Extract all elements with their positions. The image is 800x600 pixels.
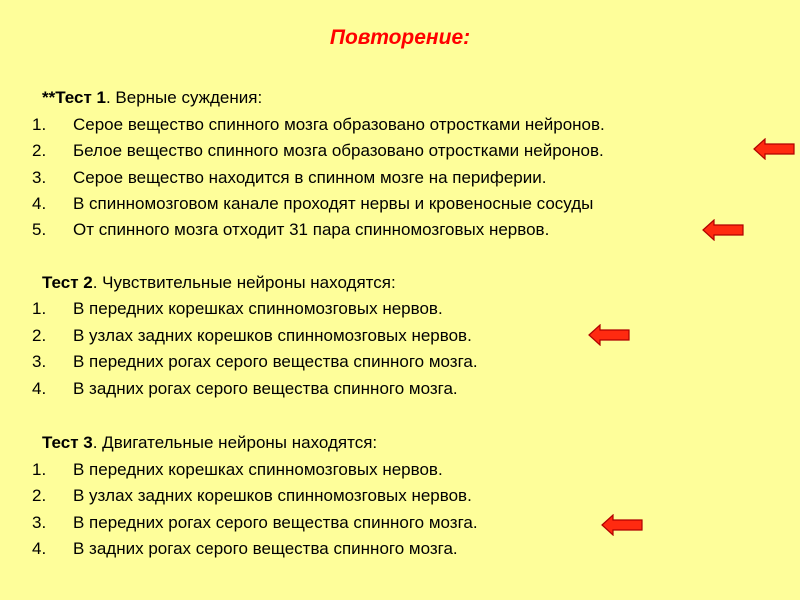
item-text: Серое вещество находится в спинном мозге на периферии. [73,168,547,187]
item-number: 3. [32,513,47,532]
item-number: 4. [32,539,47,558]
test-1-question: . Верные суждения: [105,88,263,107]
item-text: В передних корешках спинномозговых нервов. [73,460,443,479]
item-number: 5. [32,220,47,239]
item-number: 1. [32,115,47,134]
item-number: 2. [32,326,47,345]
test-2-heading [42,273,396,293]
item-number: 2. [32,141,47,160]
item-text: От спинного мозга отходит 31 пара спинномозговых нервов. [73,220,550,239]
item-text: Серое вещество спинного мозга образовано отростками нейронов. [73,115,605,134]
item-number: 4. [32,379,47,398]
left-arrow-icon [601,514,643,536]
test-3-name: Тест 3 [42,433,93,452]
item-number: 1. [32,299,47,318]
item-number: 4. [32,194,47,213]
slide-title: Повторение: [329,26,471,49]
test-1-prefix: ** [42,88,56,107]
item-text: В передних корешках спинномозговых нервов. [73,299,443,318]
item-number: 1. [32,460,47,479]
item-text: В передних рогах серого вещества спинного мозга. [73,352,478,371]
item-text: В передних рогах серого вещества спинного мозга. [73,513,478,532]
item-text: Белое вещество спинного мозга образовано отростками нейронов. [73,141,604,160]
test-3-heading [42,433,377,453]
left-arrow-icon [702,219,744,241]
item-number: 2. [32,486,47,505]
left-arrow-icon [753,138,795,160]
test-3-question: . Двигательные нейроны находятся: [92,433,378,452]
item-number: 3. [32,352,47,371]
test-2-name: Тест 2 [42,273,93,292]
test-1-name: Тест 1 [55,88,106,107]
item-text: В задних рогах серого вещества спинного мозга. [73,379,458,398]
test-2-question: . Чувствительные нейроны находятся: [92,273,396,292]
item-text: В узлах задних корешков спинномозговых нервов. [73,486,472,505]
item-text: В узлах задних корешков спинномозговых нервов. [73,326,472,345]
left-arrow-icon [588,324,630,346]
item-text: В спинномозговом канале проходят нервы и кровеносные сосуды [73,194,594,213]
item-text: В задних рогах серого вещества спинного мозга. [73,539,458,558]
test-1-heading [42,88,262,108]
item-number: 3. [32,168,47,187]
